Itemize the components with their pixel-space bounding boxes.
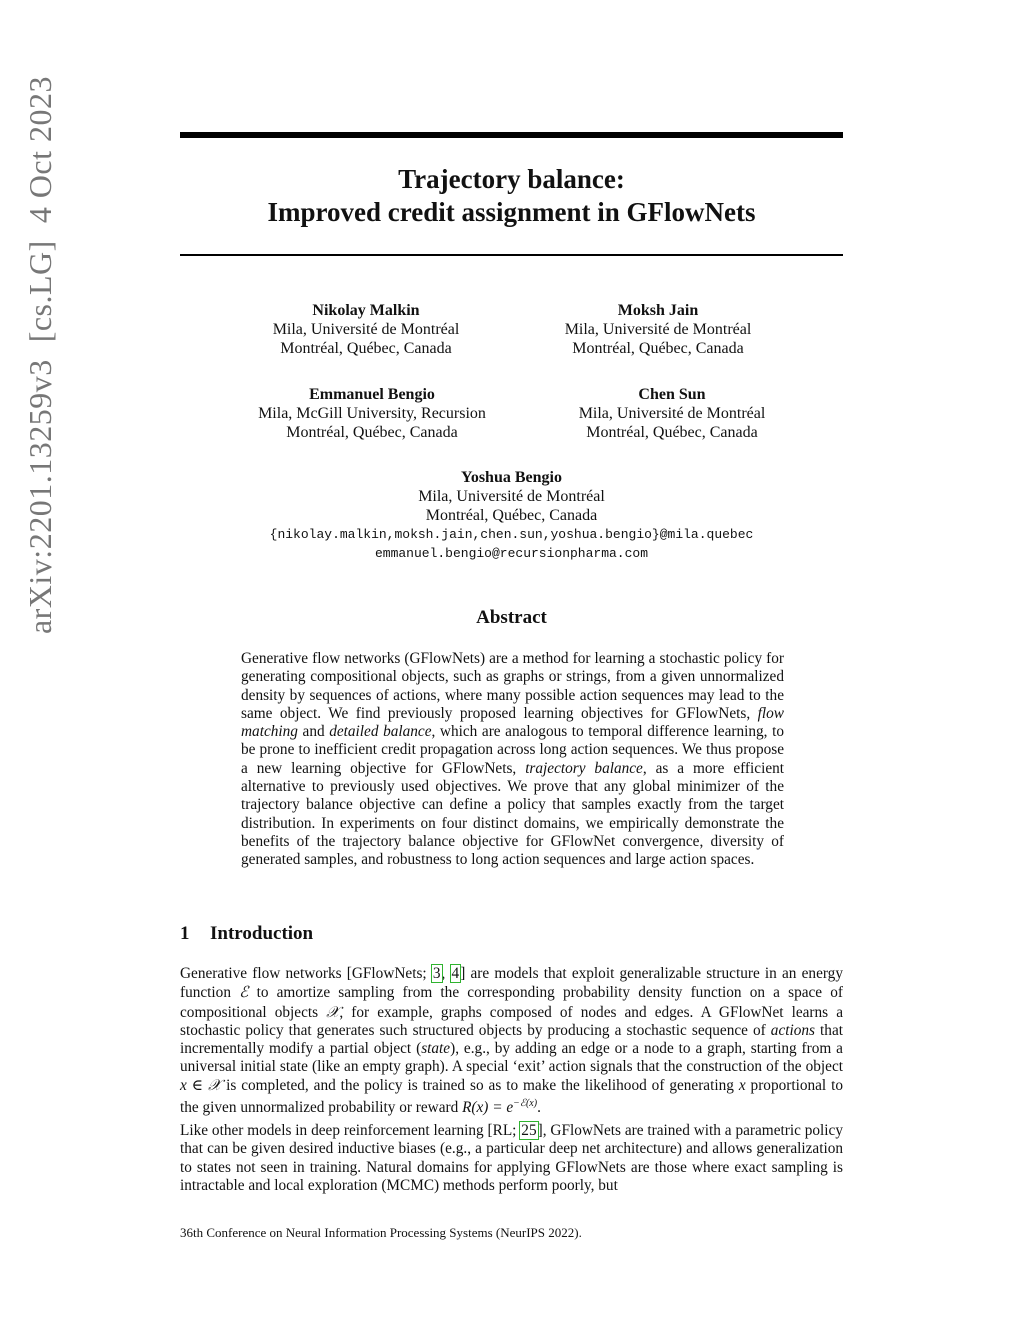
author-affiliation: Mila, Université de Montréal [578, 405, 766, 422]
author-block [552, 385, 792, 442]
author-affiliation: Mila, McGill University, Recursion [258, 405, 486, 422]
citation-link[interactable]: 3 [432, 965, 441, 982]
math-symbol: 𝒳 [326, 1002, 340, 1021]
citation-link[interactable]: 4 [451, 965, 460, 982]
abstract-text-part: , which are analogous to temporal difference learning, to be prone to inefficient credit propagation across long action sequences. We thus propose a new learning objective for GFlowNets, [241, 723, 784, 777]
author-affiliation: Mila, Université de Montréal [418, 488, 605, 505]
paragraph-text: ], GFlowNets are trained with a parametric policy that can be given desired inductive biases (e.g., a particular deep net architecture) and allows generalization to states not seen in training. Natural domains for applying GFlowNets are those where exact sampling is intractable and local exploration (MCMC) methods perform poorly, but [180, 1122, 843, 1194]
math-symbol: x [738, 1076, 746, 1094]
author-location: Montréal, Québec, Canada [280, 340, 452, 357]
abstract-emphasis: detailed balance [329, 723, 432, 741]
abstract-text [241, 650, 784, 870]
emphasis: state [421, 1040, 451, 1058]
intro-paragraph [180, 965, 843, 1117]
abstract-emphasis: flow matching [241, 704, 784, 741]
paragraph-text: to amortize sampling from the corresponding probability density function on a space of compositional objects [180, 984, 843, 1021]
author-block [538, 301, 778, 358]
paragraph-text: Generative flow networks [GFlowNets; [180, 965, 432, 982]
paragraph-text: Like other models in deep reinforcement learning [RL; [180, 1122, 521, 1139]
abstract-text-part: Generative flow networks (GFlowNets) are a method for learning a stochastic policy for generating compositional objects, such as graphs or strings, from a given unnormalized density by sequences of actions, where many possible action sequences may lead to the same object. We find previously proposed learning objectives for GFlowNets, [241, 650, 784, 722]
author-name: Nikolay Malkin [312, 302, 420, 319]
section-title: Introduction [210, 923, 314, 944]
paragraph-text: , for example, graphs composed of nodes and edges. A GFlowNet learns a stochastic policy that generates such structured objects by producing a stochastic sequence of [180, 1003, 843, 1039]
conference-footnote: 36th Conference on Neural Information Processing Systems (NeurIPS 2022). [180, 1225, 582, 1240]
math-expression: x ∈ 𝒳 [180, 1076, 222, 1094]
author-location: Montréal, Québec, Canada [572, 340, 744, 357]
section-number: 1 [180, 923, 190, 944]
intro-paragraph [180, 1122, 843, 1195]
abstract-text-part: , as a more efficient alternative to previously used objectives. We prove that any global minimizer of the trajectory balance objective can define a policy that samples exactly from the target distribution. In experiments on four distinct domains, we empirically demonstrate the benefits of the trajectory balance objective for GFlowNet convergence, diversity of generated samples, and robustness to long action sequences and large action spaces. [241, 759, 785, 869]
author-name: Yoshua Bengio [461, 469, 562, 486]
title-line-1: Trajectory balance: [398, 164, 625, 194]
paragraph-text: that incrementally modify a partial object ( [180, 1021, 843, 1058]
paragraph-text: proportional to the given unnormalized probability or reward [180, 1076, 844, 1117]
emphasis: actions [770, 1021, 815, 1039]
author-location: Montréal, Québec, Canada [586, 424, 758, 441]
paragraph-text: ] are models that exploit generalizable structure in an energy function [180, 965, 843, 1002]
section-heading [180, 923, 313, 945]
author-block [246, 301, 486, 358]
author-location: Montréal, Québec, Canada [425, 507, 598, 524]
author-name: Chen Sun [638, 386, 706, 403]
author-name: Emmanuel Bengio [309, 386, 435, 403]
paper-title [180, 163, 843, 229]
paragraph-text: ), e.g., by adding an edge or a node to a graph, starting from a universal initial state (like an empty graph). A special ‘exit’ action signals that the construction of the object [180, 1040, 843, 1076]
abstract-heading: Abstract [476, 607, 547, 628]
paragraph-text: is completed, and the policy is trained so as to make the likelihood of generating [221, 1076, 739, 1094]
title-bottom-rule [180, 254, 843, 256]
abstract-emphasis: trajectory balance [525, 759, 643, 777]
citation-link[interactable]: 25 [521, 1122, 537, 1139]
paragraph-text: , [441, 965, 451, 982]
abstract-text-part: and [297, 723, 330, 741]
email-line: {nikolay.malkin,moksh.jain,chen.sun,yoshua.bengio}@mila.quebec [269, 527, 754, 542]
math-symbol: ℰ [239, 983, 249, 1002]
math-expression: R(x) = e [462, 1099, 514, 1117]
author-name: Moksh Jain [617, 302, 699, 319]
author-affiliation: Mila, Université de Montréal [564, 321, 752, 338]
author-location: Montréal, Québec, Canada [286, 424, 458, 441]
arxiv-identifier: arXiv:2201.13259v3 [cs.LG] 4 Oct 2023 [22, 75, 58, 635]
email-line: emmanuel.bengio@recursionpharma.com [374, 546, 649, 561]
author-block [236, 385, 508, 442]
title-top-rule [180, 132, 843, 138]
author-affiliation: Mila, Université de Montréal [272, 321, 460, 338]
paragraph-text: . [537, 1099, 541, 1117]
math-exponent: −ℰ(x) [513, 1098, 538, 1110]
author-block [180, 468, 843, 563]
title-line-2: Improved credit assignment in GFlowNets [267, 197, 756, 227]
